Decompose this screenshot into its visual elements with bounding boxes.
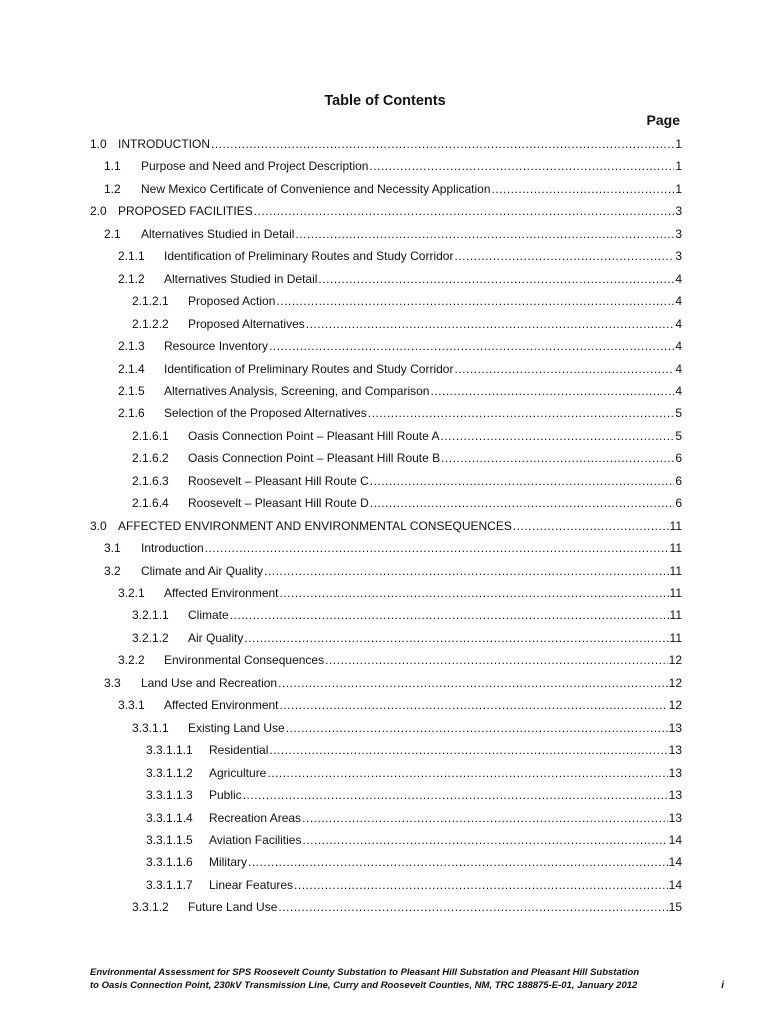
toc-entry-text: Climate and Air Quality bbox=[141, 563, 264, 578]
toc-entry-text: Residential bbox=[209, 743, 269, 758]
toc-entry[interactable] bbox=[132, 316, 682, 332]
toc-leader-dots bbox=[369, 158, 674, 174]
toc-entry-number: 3.2.1 bbox=[118, 586, 145, 600]
toc-entry-number: 2.1.1 bbox=[118, 249, 145, 264]
toc-entry[interactable] bbox=[132, 428, 682, 444]
toc-entry-text: Air Quality bbox=[188, 630, 244, 645]
toc-leader-dots bbox=[264, 563, 668, 579]
toc-entry-number: 3.3.1.1.6 bbox=[146, 855, 193, 870]
toc-entry[interactable] bbox=[146, 765, 682, 781]
toc-entry-number: 3.3.1.1.4 bbox=[146, 810, 193, 825]
toc-entry-page: 11 bbox=[669, 608, 682, 623]
toc-entry[interactable] bbox=[118, 697, 682, 713]
toc-entry-text: Alternatives Studied in Detail bbox=[164, 271, 318, 286]
toc-leader-dots bbox=[318, 271, 674, 287]
toc-leader-dots bbox=[492, 181, 675, 197]
footer-line-2: to Oasis Connection Point, 230kV Transmission Line, Curry and Roosevelt Counties, NM, TRC 188875-E-01, January 2012 bbox=[90, 980, 638, 991]
toc-entry-text: Purpose and Need and Project Description bbox=[141, 159, 369, 174]
toc-entry-page: 12 bbox=[668, 698, 682, 713]
toc-entry[interactable] bbox=[118, 338, 682, 354]
toc-entry-page: 1 bbox=[675, 137, 682, 151]
toc-entry-page: 4 bbox=[675, 271, 682, 286]
toc-leader-dots bbox=[441, 450, 674, 466]
toc-entry-text: Introduction bbox=[141, 541, 204, 556]
toc-entry[interactable] bbox=[104, 158, 682, 174]
footer-page-number: i bbox=[721, 980, 724, 991]
toc-entry-page: 12 bbox=[668, 675, 682, 690]
toc-entry[interactable] bbox=[104, 226, 682, 242]
toc-entry-text: Existing Land Use bbox=[188, 720, 285, 735]
toc-entry[interactable] bbox=[118, 248, 682, 264]
toc-entry[interactable] bbox=[132, 473, 682, 489]
toc-leader-dots bbox=[370, 473, 675, 489]
toc-entry-number: 2.1.2.2 bbox=[132, 316, 169, 331]
toc-entry-text: Alternatives Analysis, Screening, and Comparison bbox=[164, 383, 430, 398]
toc-entry-text: Aviation Facilities bbox=[209, 832, 302, 847]
toc-leader-dots bbox=[302, 832, 667, 848]
toc-entry-page: 4 bbox=[675, 339, 682, 354]
toc-leader-dots bbox=[302, 810, 668, 826]
toc-entry[interactable] bbox=[90, 518, 682, 534]
toc-entry-number: 3.2.1.1 bbox=[132, 608, 169, 623]
toc-entry-text: Roosevelt – Pleasant Hill Route D bbox=[188, 496, 369, 511]
toc-entry-number: 2.1.6.4 bbox=[132, 496, 169, 511]
toc-entry-number: 3.3.1.1.3 bbox=[146, 788, 193, 803]
toc-entry-number: 2.1.2 bbox=[118, 271, 145, 286]
toc-leader-dots bbox=[244, 630, 668, 646]
toc-entry[interactable] bbox=[146, 832, 682, 848]
toc-leader-dots bbox=[276, 293, 674, 309]
toc-entry-number: 3.0 bbox=[90, 518, 107, 533]
toc-entry-text: Military bbox=[209, 855, 247, 870]
toc-entry-page: 14 bbox=[668, 877, 682, 892]
toc-leader-dots bbox=[513, 518, 669, 534]
toc-entry-text: Environmental Consequences bbox=[164, 653, 325, 668]
toc-entry-text: INTRODUCTION bbox=[118, 137, 210, 151]
toc-entry-page: 11 bbox=[669, 541, 682, 556]
toc-entry-number: 3.3.1.2 bbox=[132, 900, 169, 915]
toc-entry-page: 13 bbox=[668, 810, 682, 825]
toc-entry-text: Identification of Preliminary Routes and Study Corridor bbox=[164, 249, 454, 264]
toc-entry-number: 3.3.1.1.1 bbox=[146, 743, 193, 758]
toc-entry[interactable] bbox=[104, 675, 682, 691]
toc-leader-dots bbox=[278, 675, 668, 691]
toc-leader-dots bbox=[370, 495, 675, 511]
toc-entry[interactable] bbox=[132, 450, 682, 466]
toc-entry-text: Oasis Connection Point – Pleasant Hill Route B bbox=[188, 451, 441, 466]
toc-entry-text: New Mexico Certificate of Convenience and Necessity Application bbox=[141, 181, 491, 196]
toc-entry-page: 4 bbox=[675, 361, 682, 376]
toc-entry-page: 4 bbox=[675, 294, 682, 309]
toc-entry-page: 6 bbox=[675, 473, 682, 488]
toc-entry[interactable] bbox=[132, 607, 682, 623]
toc-entry-number: 2.1.2.1 bbox=[132, 294, 169, 309]
toc-entry[interactable] bbox=[90, 203, 682, 219]
toc-entry-number: 1.2 bbox=[104, 181, 121, 196]
toc-entry[interactable] bbox=[132, 720, 682, 736]
toc-entry[interactable] bbox=[132, 630, 682, 646]
toc-entry-text: Land Use and Recreation bbox=[141, 675, 278, 690]
toc-entry-page: 6 bbox=[675, 496, 682, 511]
toc-leader-dots bbox=[454, 248, 674, 264]
toc-leader-dots bbox=[248, 854, 668, 870]
toc-entry[interactable] bbox=[118, 271, 682, 287]
toc-entry-text: Resource Inventory bbox=[164, 339, 269, 354]
toc-entry[interactable] bbox=[146, 742, 682, 758]
toc-entry[interactable] bbox=[118, 405, 682, 421]
toc-leader-dots bbox=[325, 652, 668, 668]
toc-entry-page: 1 bbox=[675, 181, 682, 196]
toc-entry-text: Affected Environment bbox=[164, 698, 279, 713]
toc-entry-page: 15 bbox=[668, 900, 682, 915]
toc-entry-page: 3 bbox=[675, 204, 682, 219]
toc-leader-dots bbox=[306, 316, 675, 332]
toc-entry-number: 3.3.1.1.7 bbox=[146, 877, 193, 892]
toc-entry-number: 3.2.1.2 bbox=[132, 630, 169, 645]
toc-entry-page: 11 bbox=[669, 586, 682, 600]
toc-entry[interactable] bbox=[146, 810, 682, 826]
toc-leader-dots bbox=[294, 877, 668, 893]
toc-entry-page: 13 bbox=[668, 765, 682, 780]
toc-leader-dots bbox=[254, 203, 675, 219]
toc-entry[interactable] bbox=[118, 383, 682, 399]
toc-leader-dots bbox=[243, 787, 668, 803]
page-column-header: Page bbox=[646, 112, 680, 128]
toc-entry-number: 3.3.1.1 bbox=[132, 720, 169, 735]
toc-leader-dots bbox=[269, 338, 674, 354]
toc-entry-number: 2.1.4 bbox=[118, 361, 145, 376]
toc-leader-dots bbox=[269, 742, 667, 758]
toc-entry[interactable] bbox=[146, 854, 682, 870]
toc-entry-page: 3 bbox=[675, 226, 682, 241]
toc-entry-page: 14 bbox=[668, 855, 682, 870]
toc-entry[interactable] bbox=[132, 495, 682, 511]
toc-entry-page: 4 bbox=[675, 383, 682, 398]
toc-entry-number: 2.1.6.1 bbox=[132, 428, 169, 443]
toc-entry-text: Proposed Action bbox=[188, 294, 276, 309]
toc-entry-text: Recreation Areas bbox=[209, 810, 302, 825]
toc-entry-text: Future Land Use bbox=[188, 900, 278, 915]
toc-entry-page: 4 bbox=[675, 316, 682, 331]
toc-entry-number: 2.0 bbox=[90, 204, 107, 219]
toc-entry-text: Roosevelt – Pleasant Hill Route C bbox=[188, 473, 369, 488]
toc-entry-number: 2.1.6 bbox=[118, 406, 145, 421]
toc-leader-dots bbox=[205, 540, 669, 556]
toc-entry-page: 13 bbox=[668, 788, 682, 803]
toc-entry[interactable] bbox=[104, 181, 682, 197]
toc-entry-page: 5 bbox=[675, 406, 682, 421]
toc-leader-dots bbox=[280, 585, 669, 601]
toc-entry-number: 3.2 bbox=[104, 563, 121, 578]
toc-entry-page: 1 bbox=[675, 159, 682, 174]
toc-entry-number: 1.0 bbox=[90, 137, 107, 151]
toc-entry-number: 3.2.2 bbox=[118, 653, 145, 668]
toc-entry[interactable] bbox=[146, 877, 682, 893]
toc-leader-dots bbox=[368, 405, 675, 421]
toc-entry-number: 3.3.1 bbox=[118, 698, 145, 713]
toc-leader-dots bbox=[280, 697, 668, 713]
toc-entry[interactable] bbox=[132, 899, 682, 915]
toc-entry-text: Selection of the Proposed Alternatives bbox=[164, 406, 367, 421]
toc-leader-dots bbox=[430, 383, 674, 399]
toc-entry-page: 13 bbox=[668, 720, 682, 735]
toc-entry-page: 5 bbox=[675, 428, 682, 443]
toc-entry-number: 2.1.6.3 bbox=[132, 473, 169, 488]
toc-entry-page: 13 bbox=[668, 743, 682, 758]
toc-entry[interactable] bbox=[90, 136, 682, 152]
toc-entry-number: 3.3 bbox=[104, 675, 121, 690]
toc-entry-number: 2.1.3 bbox=[118, 339, 145, 354]
toc-leader-dots bbox=[454, 361, 674, 377]
toc-entry-number: 2.1.6.2 bbox=[132, 451, 169, 466]
toc-entry-number: 3.3.1.1.5 bbox=[146, 832, 193, 847]
document-footer bbox=[90, 966, 690, 992]
toc-title: Table of Contents bbox=[324, 93, 446, 109]
toc-entry[interactable] bbox=[132, 293, 682, 309]
toc-leader-dots bbox=[230, 607, 669, 623]
toc-entry-page: 12 bbox=[668, 653, 682, 668]
toc-leader-dots bbox=[267, 765, 667, 781]
toc-entry-page: 11 bbox=[669, 630, 682, 645]
toc-entry-page: 11 bbox=[669, 563, 682, 578]
toc-entry-page: 6 bbox=[675, 451, 682, 466]
toc-entry-text: AFFECTED ENVIRONMENT AND ENVIRONMENTAL CONSEQUENCES bbox=[118, 518, 512, 533]
toc-entry-text: Identification of Preliminary Routes and Study Corridor bbox=[164, 361, 454, 376]
toc-entry-number: 1.1 bbox=[104, 159, 121, 174]
toc-entry[interactable] bbox=[104, 540, 682, 556]
toc-entry-text: Alternatives Studied in Detail bbox=[141, 226, 295, 241]
toc-entry-text: Public bbox=[209, 788, 242, 803]
toc-leader-dots bbox=[278, 899, 667, 915]
toc-entry[interactable] bbox=[146, 787, 682, 803]
toc-entry-text: Oasis Connection Point – Pleasant Hill Route A bbox=[188, 428, 440, 443]
footer-line-1: Environmental Assessment for SPS Roosevelt County Substation to Pleasant Hill Substation and Pleasant Hill Substation bbox=[90, 967, 640, 978]
toc-leader-dots bbox=[286, 720, 668, 736]
toc-entry-text: Affected Environment bbox=[164, 586, 279, 600]
toc-entry-text: Agriculture bbox=[209, 765, 267, 780]
toc-entry-number: 3.3.1.1.2 bbox=[146, 765, 193, 780]
toc-entry-number: 2.1 bbox=[104, 226, 121, 241]
toc-leader-dots bbox=[295, 226, 674, 242]
toc-entry-text: Climate bbox=[188, 608, 229, 623]
toc-entry[interactable] bbox=[118, 585, 682, 601]
toc-entry-number: 3.1 bbox=[104, 541, 121, 556]
toc-entry-page: 3 bbox=[675, 249, 682, 264]
toc-entry-page: 11 bbox=[669, 518, 682, 533]
toc-entry-text: Proposed Alternatives bbox=[188, 316, 305, 331]
toc-leader-dots bbox=[440, 428, 674, 444]
toc-entry[interactable] bbox=[104, 563, 682, 579]
toc-leader-dots bbox=[211, 136, 674, 152]
toc-entry-number: 2.1.5 bbox=[118, 383, 145, 398]
toc-entry[interactable] bbox=[118, 361, 682, 377]
toc-entry-text: Linear Features bbox=[209, 877, 294, 892]
toc-entry[interactable] bbox=[118, 652, 682, 668]
toc-entry-page: 14 bbox=[668, 832, 682, 847]
toc-entry-text: PROPOSED FACILITIES bbox=[118, 204, 253, 219]
